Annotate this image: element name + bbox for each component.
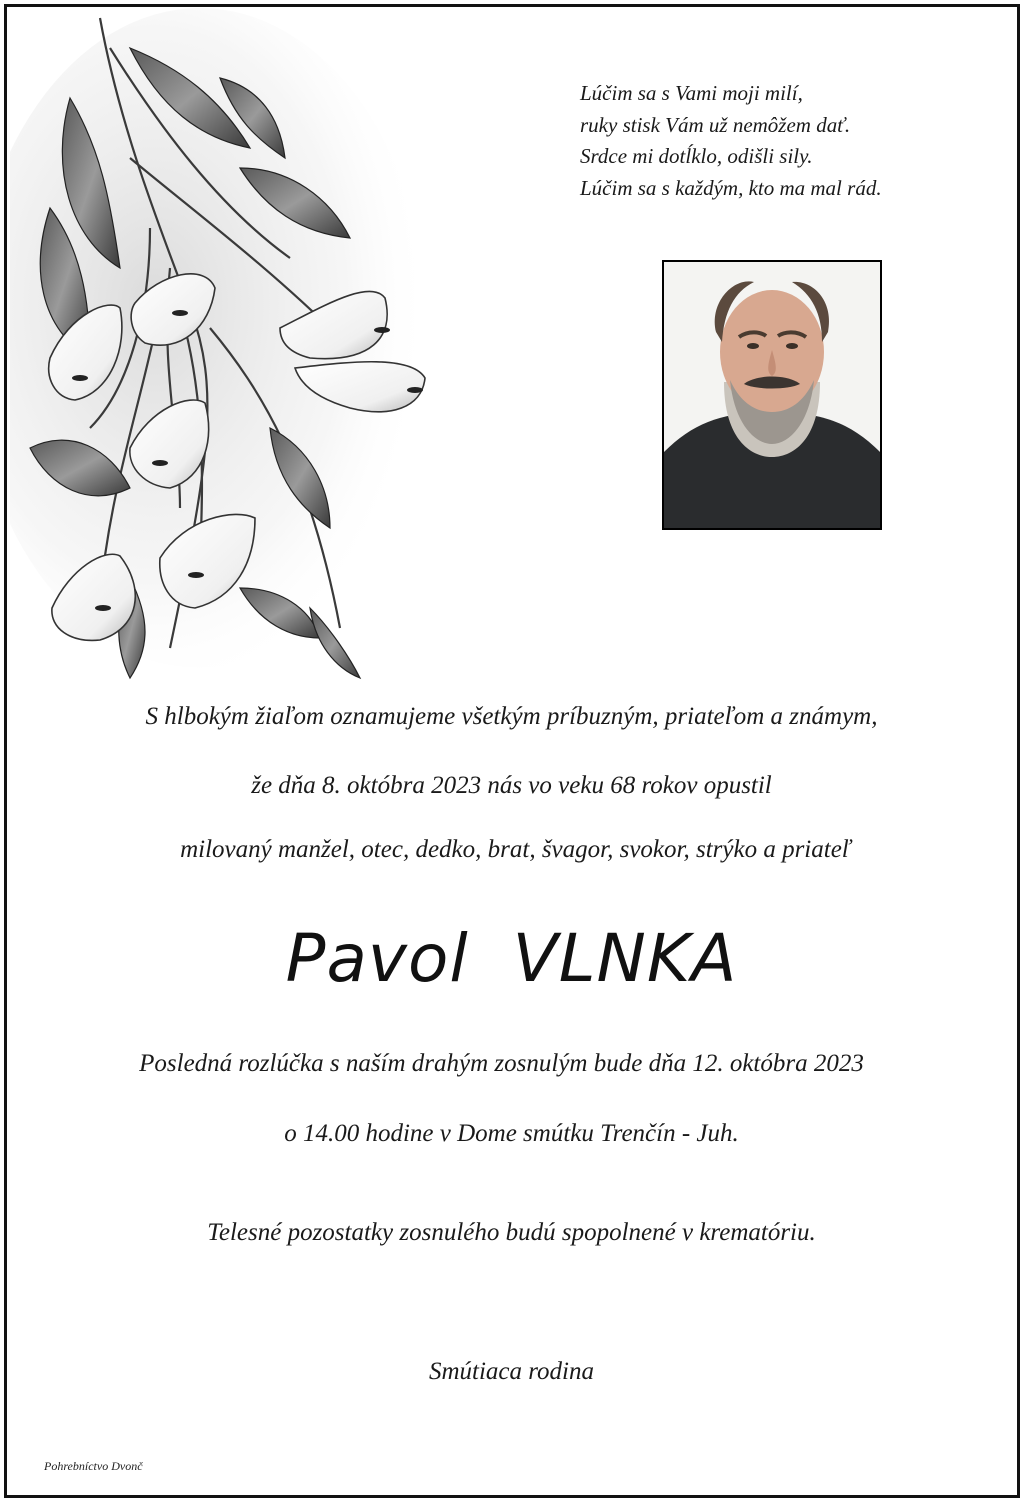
funeral-line-2: o 14.00 hodine v Dome smútku Trenčín - Juh.: [284, 1120, 739, 1147]
funeral-line-1: Posledná rozlúčka s naším drahým zosnulým bude dňa 12. októbra 2023: [139, 1050, 864, 1077]
poem-line: Lúčim sa s každým, kto ma mal rád.: [580, 175, 882, 200]
poem-line: ruky stisk Vám už nemôžem dať.: [580, 112, 851, 137]
announcement-line-3: milovaný manžel, otec, dedko, brat, švagor, svokor, strýko a priateľ: [180, 836, 851, 863]
signature: Smútiaca rodina: [428, 1358, 595, 1385]
calla-lily-illustration-icon: [10, 8, 450, 698]
announcement-line-1: S hlbokým žiaľom oznamujeme všetkým príbuzným, priateľom a známym,: [145, 703, 878, 730]
portrait-photo-icon: [662, 260, 882, 530]
funeral-line-3: Telesné pozostatky zosnulého budú spopolnené v krematóriu.: [207, 1219, 816, 1246]
announcement-line-2: že dňa 8. októbra 2023 nás vo veku 68 rokov opustil: [251, 772, 772, 799]
footer-credit: Pohrebníctvo Dvonč: [44, 1459, 143, 1473]
deceased-name: Pavol VLNKA: [285, 920, 738, 997]
poem: [580, 78, 980, 204]
poem-line: Srdce mi dotĺklo, odišli sily.: [580, 144, 813, 168]
poem-line: Lúčim sa s Vami moji milí,: [580, 81, 803, 105]
